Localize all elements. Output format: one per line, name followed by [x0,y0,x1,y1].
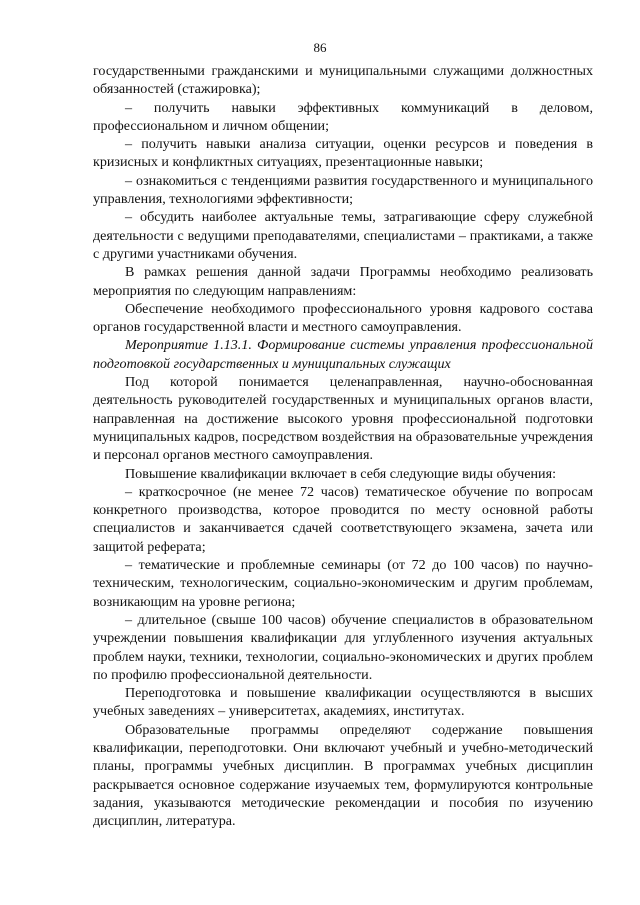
paragraph: Обеспечение необходимого профессионального уровня кадрового состава органов государственной власти и местного самоуправления. [93,300,593,336]
paragraph: Мероприятие 1.13.1. Формирование системы управления профессиональной подготовкой государственных и муниципальных служащих [93,337,593,372]
paragraph: – тематические и проблемные семинары (от 72 до 100 часов) по научно-техническим, технологическим, социально-экономическим и другим проблемам, возникающим на уровне региона; [93,557,593,610]
paragraph: государственными гражданскими и муниципальными служащими должностных обязанностей (стажировка); [93,63,593,98]
paragraph: Повышение квалификации включает в себя следующие виды обучения: [125,465,556,482]
paragraph: – получить навыки эффективных коммуникаций в деловом, профессиональном и личном общении; [93,99,593,134]
page-number: 86 [313,40,327,55]
paragraph: – получить навыки анализа ситуации, оценки ресурсов и поведения в кризисных и конфликтных ситуациях, презентационные навыки; [93,136,593,171]
paragraph: Переподготовка и повышение квалификации осуществляются в высших учебных заведениях – университетах, академиях, институтах. [93,685,593,720]
paragraph: В рамках решения данной задачи Программы необходимо реализовать мероприятия по следующим направлениям: [93,264,593,299]
paragraph: Образовательные программы определяют содержание повышения квалификации, переподготовки. Они включают учебный и учебно-методический планы, программы учебных дисциплин. В программах учебных дисциплин раскрывается основное содержание изучаемых тем, формулируются контрольные задания, указываются методические рекомендации и пособия по изучению дисциплин, литература. [93,721,593,830]
paragraph: – обсудить наиболее актуальные темы, затрагивающие сферу служебной деятельности с ведущими преподавателями, специалистами – практиками, а также с другими участниками обучения. [93,209,593,262]
paragraph: – краткосрочное (не менее 72 часов) тематическое обучение по вопросам конкретного производства, которое проводится по месту основной работы специалистов и заканчивается сдачей соответствующего экзамена, зачета или защитой реферата; [93,483,593,555]
paragraph: – ознакомиться с тенденциями развития государственного и муниципального управления, технологиями эффективности; [93,172,593,208]
paragraph: Под которой понимается целенаправленная, научно-обоснованная деятельность руководителей государственных и муниципальных органов власти, направленная на достижение высокого уровня профессиональной подготовки муниципальных кадров, посредством воздействия на образовательные учреждения и персонал органов местного самоуправления. [93,374,593,464]
document-body [93,62,593,830]
paragraph: – длительное (свыше 100 часов) обучение специалистов в образовательном учреждении повышения квалификации для углубленного изучения актуальных проблем науки, техники, технологии, социально-экономических и других проблем по профилю профессиональной деятельности. [93,611,593,683]
